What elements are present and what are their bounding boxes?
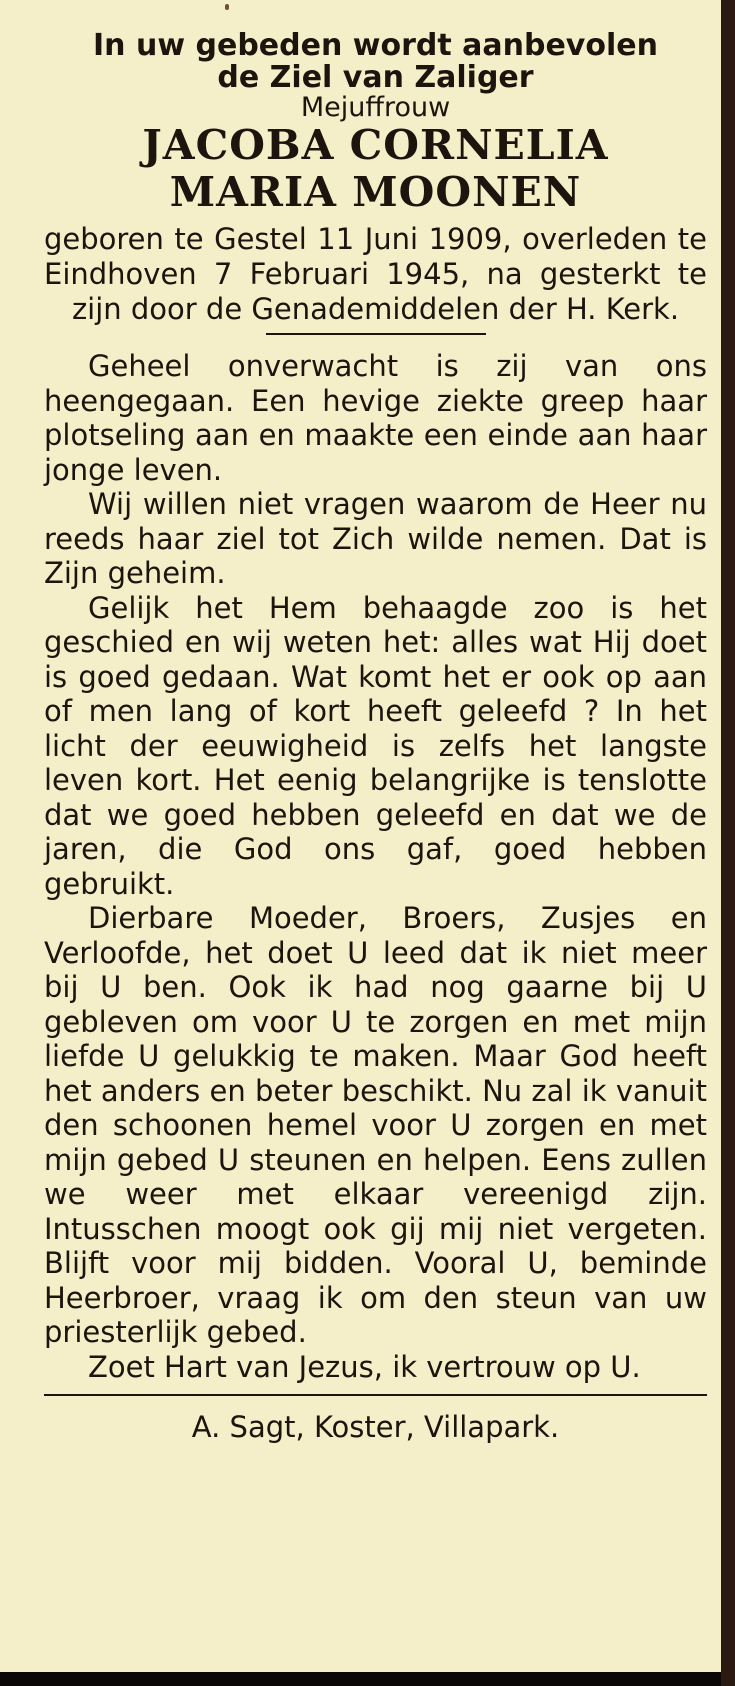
header-line-3: Mejuffrouw: [300, 92, 451, 123]
printer-credit: A. Sagt, Koster, Villapark.: [191, 1410, 560, 1444]
divider-short: [266, 333, 486, 335]
divider-long: [44, 1394, 707, 1396]
paragraph-2: Wij willen niet vragen waarom de Heer nu reeds haar ziel tot Zich wilde nemen. Dat is Zijn geheim.: [44, 487, 707, 590]
paragraph-5: Zoet Hart van Jezus, ik vertrouw op U.: [88, 1349, 641, 1384]
birth-death-details: geboren te Gestel 11 Juni 1909, overleden te Eindhoven 7 Februari 1945, na gesterkt te zijn door de Genademiddelen der H. Kerk.: [44, 222, 707, 326]
header-line-1: In uw gebeden wordt aanbevolen: [93, 28, 658, 63]
paragraph-1: Geheel onverwacht is zij van ons heengegaan. Een hevige ziekte greep haar plotseling aan en maakte een einde aan haar jonge leven.: [44, 349, 707, 487]
paragraph-3: Gelijk het Hem behaagde zoo is het geschied en wij weten het: alles wat Hij doet is goed gedaan. Wat komt het er ook op aan of men lang of kort heeft geleefd ? In het licht der eeuwigheid is zelfs het langste leven kort. Het eenig belangrijke is tenslotte dat we goed hebben geleefd en dat we de jaren, die God ons gaf, goed hebben gebruikt.: [44, 590, 707, 901]
paragraph-4: Dierbare Moeder, Broers, Zusjes en Verloofde, het doet U leed dat ik niet meer bij U ben. Ook ik had nog gaarne bij U gebleven om voor U te zorgen en met mijn liefde U gelukkig te maken. Maar God heeft het anders en beter beschikt. Nu zal ik vanuit den schoonen hemel voor U zorgen en met mijn gebed U steunen en helpen. Eens zullen we weer met elkaar vereenigd zijn. Intusschen moogt ook gij mij niet vergeten. Blijft voor mij bidden. Vooral U, beminde Heerbroer, vraag ik om den steun van uw priesterlijk gebed.: [44, 901, 707, 1349]
header-line-2: de Ziel van Zaliger: [217, 60, 534, 95]
deceased-name-line-1: JACOBA CORNELIA: [142, 121, 609, 169]
deceased-name-line-2: MARIA MOONEN: [169, 168, 582, 216]
card-edge: [721, 0, 735, 1686]
print-mark: [225, 4, 229, 10]
